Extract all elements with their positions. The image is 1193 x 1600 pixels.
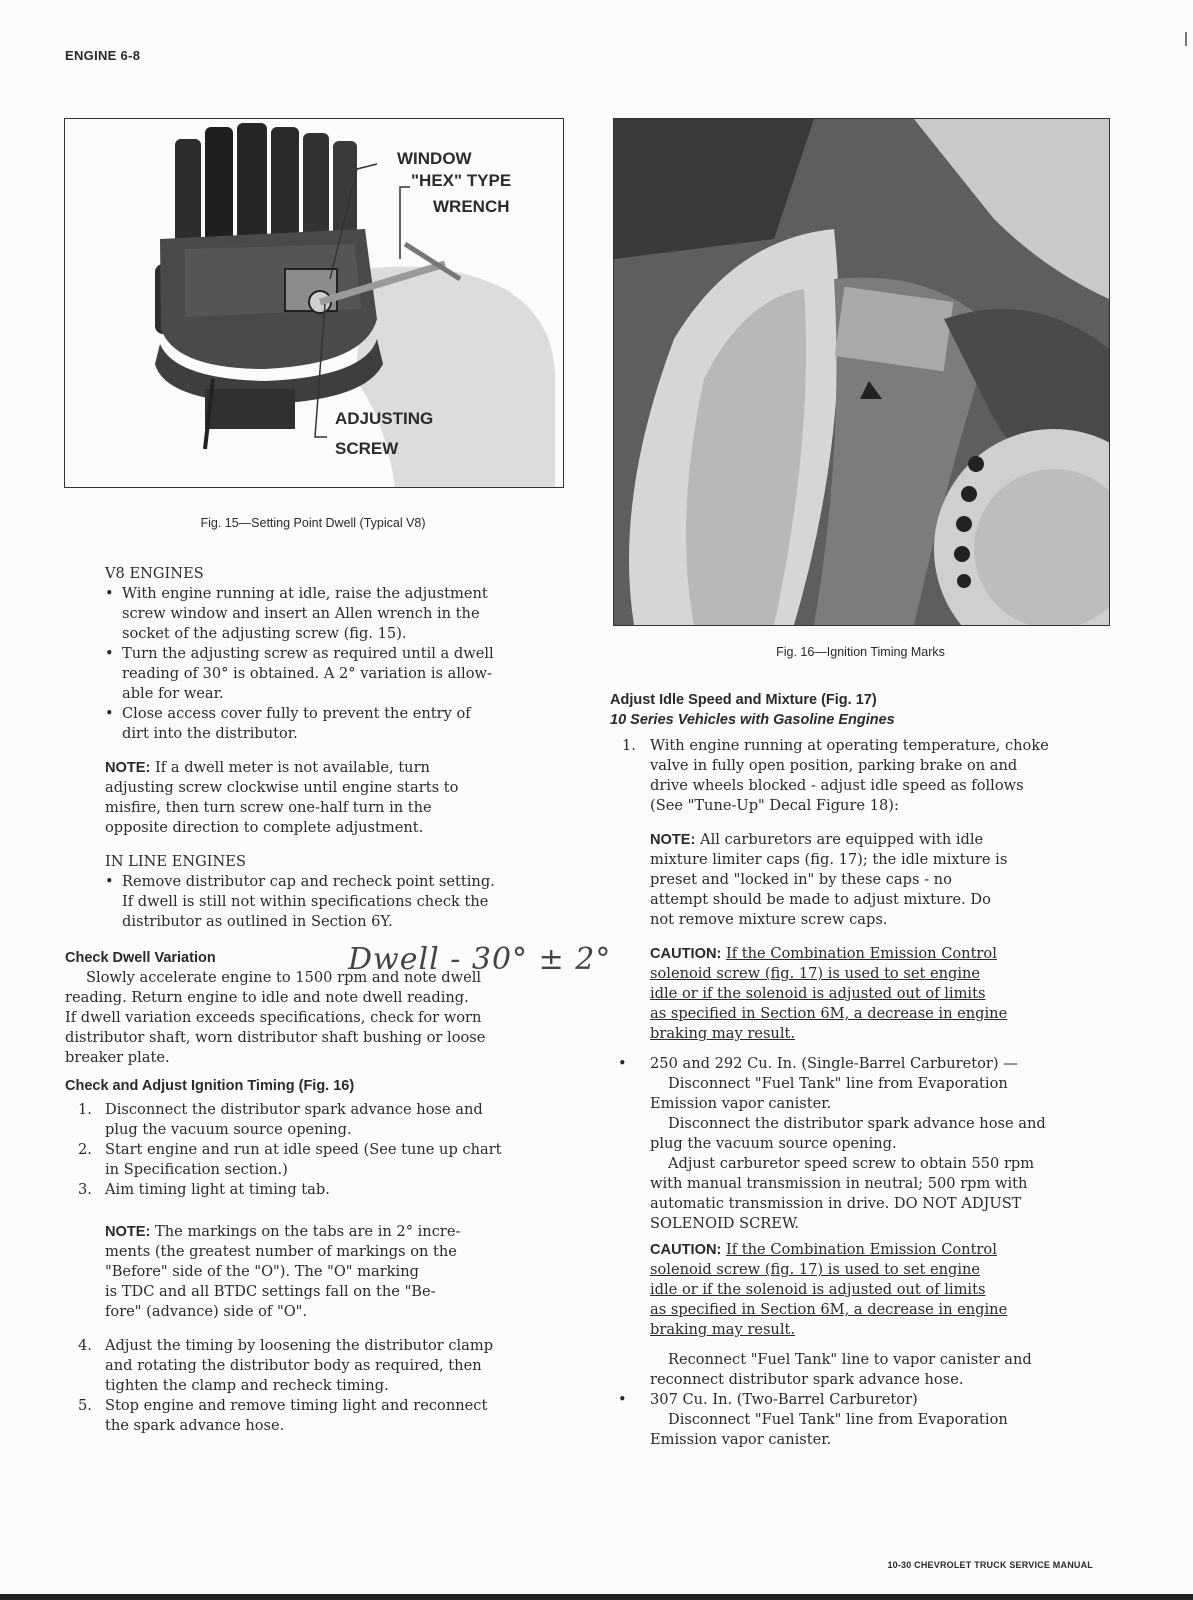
caution-label: CAUTION: — [650, 1242, 722, 1258]
step-2-line-2: in Specification section.) — [105, 1161, 288, 1178]
caution-line-5: braking may result. — [650, 1025, 796, 1042]
caution2-line-1: If the Combination Emission Control — [725, 1241, 997, 1258]
engine-250-292-title: 250 and 292 Cu. In. (Single-Barrel Carburetor) — — [650, 1055, 1018, 1072]
note-line-1: If a dwell meter is not available, turn — [155, 759, 430, 776]
step-number: 1. — [78, 1101, 92, 1118]
v8-bullet-1-line-3: socket of the adjusting screw (fig. 15). — [122, 625, 407, 642]
callout-window: WINDOW — [397, 149, 472, 168]
step-1-line-1: Disconnect the distributor spark advance hose and — [105, 1101, 483, 1118]
scan-edge-mark — [1185, 32, 1187, 46]
note-label: NOTE: — [650, 832, 696, 848]
check-dwell-variation-heading: Check Dwell Variation — [65, 950, 216, 966]
idle-step-line-2: valve in fully open position, parking brake on and — [650, 757, 1018, 774]
b250-line-3: Disconnect the distributor spark advance hose and — [668, 1115, 1046, 1132]
v8-bullet-1-line-1: With engine running at idle, raise the adjustment — [122, 585, 488, 602]
rnote-line-4: attempt should be made to adjust mixture. Do — [650, 891, 991, 908]
note2-line-2: ments (the greatest number of markings on the — [105, 1243, 457, 1260]
step-4-line-1: Adjust the timing by loosening the distributor clamp — [105, 1337, 494, 1354]
step-5-line-1: Stop engine and remove timing light and reconnect — [105, 1397, 488, 1414]
figure-15-distributor-photo — [64, 118, 564, 488]
v8-bullet-2-line-3: able for wear. — [122, 685, 224, 702]
caution-line-4: as specified in Section 6M, a decrease in engine — [650, 1005, 1008, 1022]
dwell-line-3: If dwell variation exceeds specifications, check for worn — [65, 1009, 482, 1026]
b307-line-1: Disconnect "Fuel Tank" line from Evaporation — [668, 1411, 1008, 1428]
v8-bullet-2-line-2: reading of 30° is obtained. A 2° variation is allow- — [122, 665, 492, 682]
note2-line-5: fore" (advance) side of "O". — [105, 1303, 308, 1320]
b250-line-4: plug the vacuum source opening. — [650, 1135, 897, 1152]
inline-bullet-line-3: distributor as outlined in Section 6Y. — [122, 913, 393, 930]
figure-16-timing-marks-photo — [613, 118, 1110, 626]
callout-wrench: WRENCH — [433, 197, 510, 216]
figure-16-caption: Fig. 16—Ignition Timing Marks — [776, 645, 945, 659]
caution-label: CAUTION: — [650, 946, 722, 962]
step-number: 5. — [78, 1397, 92, 1414]
caution2-line-2: solenoid screw (fig. 17) is used to set engine — [650, 1261, 981, 1278]
dwell-line-4: distributor shaft, worn distributor shaft bushing or loose — [65, 1029, 486, 1046]
v8-bullet-1-line-2: screw window and insert an Allen wrench in the — [122, 605, 480, 622]
note-line-3: misfire, then turn screw one-half turn in the — [105, 799, 432, 816]
idle-step-line-4: (See "Tune-Up" Decal Figure 18): — [650, 797, 899, 814]
idle-step-line-1: With engine running at operating temperature, choke — [650, 737, 1049, 754]
step-number: 2. — [78, 1141, 92, 1158]
note-line-2: adjusting screw clockwise until engine starts to — [105, 779, 459, 796]
figure-15-caption: Fig. 15—Setting Point Dwell (Typical V8) — [200, 516, 426, 530]
scan-bottom-edge — [0, 1594, 1193, 1600]
callout-screw: SCREW — [335, 439, 399, 458]
note-label: NOTE: — [105, 1224, 151, 1240]
page-footer: 10-30 CHEVROLET TRUCK SERVICE MANUAL — [887, 1560, 1093, 1570]
v8-bullet-3-line-2: dirt into the distributor. — [122, 725, 298, 742]
rnote-line-5: not remove mixture screw caps. — [650, 911, 888, 928]
dwell-line-2: reading. Return engine to idle and note dwell reading. — [65, 989, 469, 1006]
bullet-dot: • — [105, 645, 114, 662]
inline-bullet-line-1: Remove distributor cap and recheck point setting. — [122, 873, 495, 890]
caution2-line-3: idle or if the solenoid is adjusted out of limits — [650, 1281, 986, 1298]
step-5-line-2: the spark advance hose. — [105, 1417, 285, 1434]
caution2-line-5: braking may result. — [650, 1321, 796, 1338]
rnote-line-3: preset and "locked in" by these caps - no — [650, 871, 952, 888]
reconnect-line-1: Reconnect "Fuel Tank" line to vapor canister and — [668, 1351, 1032, 1368]
dwell-line-5: breaker plate. — [65, 1049, 170, 1066]
note-label: NOTE: — [105, 760, 151, 776]
bullet-dot: • — [618, 1391, 627, 1408]
idle-speed-heading: Adjust Idle Speed and Mixture (Fig. 17) — [610, 692, 877, 708]
inline-bullet-line-2: If dwell is still not within specifications check the — [122, 893, 489, 910]
step-2-line-1: Start engine and run at idle speed (See tune up chart — [105, 1141, 502, 1158]
step-4-line-3: tighten the clamp and recheck timing. — [105, 1377, 389, 1394]
handwritten-annotation: Dwell - 30° ± 2° — [348, 942, 612, 977]
bullet-dot: • — [105, 585, 114, 602]
reconnect-line-2: reconnect distributor spark advance hose. — [650, 1371, 964, 1388]
idle-step-line-3: drive wheels blocked - adjust idle speed as follows — [650, 777, 1024, 794]
bullet-dot: • — [618, 1055, 627, 1072]
caution-line-1: If the Combination Emission Control — [725, 945, 997, 962]
ignition-timing-heading: Check and Adjust Ignition Timing (Fig. 16) — [65, 1078, 355, 1094]
note-line-4: opposite direction to complete adjustment. — [105, 819, 424, 836]
b250-line-5: Adjust carburetor speed screw to obtain 550 rpm — [668, 1155, 1035, 1172]
b250-line-2: Emission vapor canister. — [650, 1095, 832, 1112]
rnote-line-2: mixture limiter caps (fig. 17); the idle mixture is — [650, 851, 1008, 868]
page-header: ENGINE 6-8 — [65, 48, 141, 63]
caution2-line-4: as specified in Section 6M, a decrease in engine — [650, 1301, 1008, 1318]
dwell-line-1: Slowly accelerate engine to 1500 rpm and note dwell — [86, 969, 482, 986]
b250-line-1: Disconnect "Fuel Tank" line from Evaporation — [668, 1075, 1008, 1092]
v8-bullet-2-line-1: Turn the adjusting screw as required until a dwell — [122, 645, 494, 662]
inline-engines-heading: IN LINE ENGINES — [105, 853, 246, 870]
v8-engines-heading: V8 ENGINES — [105, 565, 204, 582]
caution-line-3: idle or if the solenoid is adjusted out of limits — [650, 985, 986, 1002]
step-1-line-2: plug the vacuum source opening. — [105, 1121, 352, 1138]
step-4-line-2: and rotating the distributor body as required, then — [105, 1357, 482, 1374]
timing-marks-illustration — [614, 119, 1109, 625]
step-3-line-1: Aim timing light at timing tab. — [105, 1181, 330, 1198]
series-subheading: 10 Series Vehicles with Gasoline Engines — [610, 712, 895, 728]
bullet-dot: • — [105, 705, 114, 722]
note2-line-4: is TDC and all BTDC settings fall on the "Be- — [105, 1283, 436, 1300]
note2-line-3: "Before" side of the "O"). The "O" marking — [105, 1263, 419, 1280]
step-number: 1. — [622, 737, 636, 754]
b250-line-8: SOLENOID SCREW. — [650, 1215, 800, 1232]
v8-bullet-3-line-1: Close access cover fully to prevent the entry of — [122, 705, 471, 722]
note2-line-1: The markings on the tabs are in 2° incre- — [155, 1223, 461, 1240]
step-number: 3. — [78, 1181, 92, 1198]
caution-line-2: solenoid screw (fig. 17) is used to set engine — [650, 965, 981, 982]
step-number: 4. — [78, 1337, 92, 1354]
rnote-line-1: All carburetors are equipped with idle — [700, 831, 984, 848]
b250-line-6: with manual transmission in neutral; 500 rpm with — [650, 1175, 1028, 1192]
callout-adjusting: ADJUSTING — [335, 409, 434, 428]
b250-line-7: automatic transmission in drive. DO NOT ADJUST — [650, 1195, 1022, 1212]
b307-line-2: Emission vapor canister. — [650, 1431, 832, 1448]
callout-hex-type: "HEX" TYPE — [411, 171, 512, 190]
engine-307-title: 307 Cu. In. (Two-Barrel Carburetor) — [650, 1391, 918, 1408]
bullet-dot: • — [105, 873, 114, 890]
